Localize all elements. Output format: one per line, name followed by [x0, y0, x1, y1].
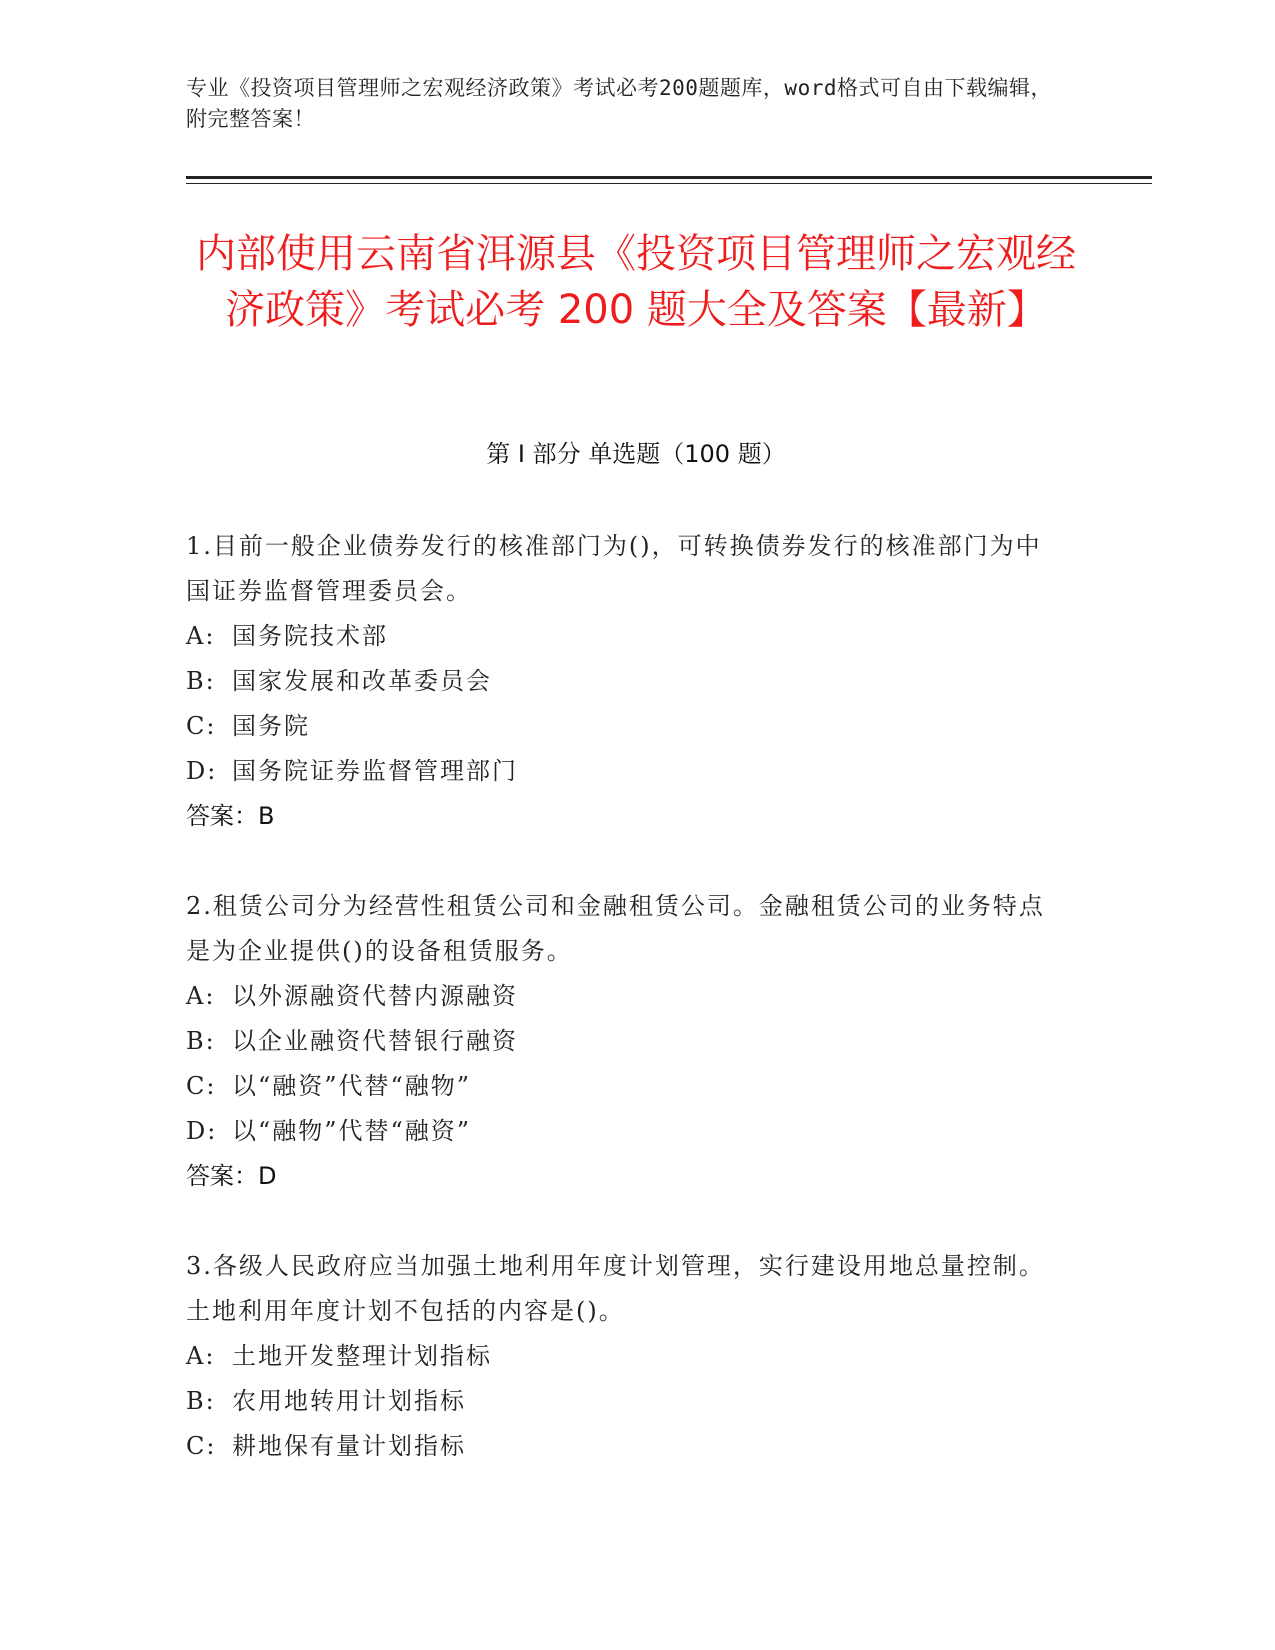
- answer-line: 答案：D: [186, 1162, 277, 1190]
- section-title: 第 I 部分 单选题（100 题）: [486, 440, 786, 468]
- header-note: 专业《投资项目管理师之宏观经济政策》考试必考200题题库，word格式可自由下载编辑，附完整答案！: [186, 76, 1052, 131]
- question-stem: 2.租赁公司分为经营性租赁公司和金融租赁公司。金融租赁公司的业务特点是为企业提供()的设备租赁服务。: [186, 892, 1045, 965]
- option-text: 农用地转用计划指标: [232, 1387, 466, 1415]
- option-text: 土地开发整理计划指标: [232, 1342, 492, 1370]
- option-key: D:: [186, 757, 218, 785]
- header-divider-thin: [186, 183, 1152, 184]
- option-c: [186, 1064, 1066, 1109]
- question-stem: 3.各级人民政府应当加强土地利用年度计划管理，实行建设用地总量控制。土地利用年度计划不包括的内容是()。: [186, 1252, 1045, 1325]
- option-b: [186, 1379, 1066, 1424]
- option-c: [186, 1424, 1066, 1469]
- option-key: A:: [186, 622, 216, 650]
- option-text: 以“融资”代替“融物”: [232, 1072, 472, 1100]
- option-text: 以外源融资代替内源融资: [232, 982, 518, 1010]
- option-key: B:: [186, 667, 216, 695]
- option-text: 国家发展和改革委员会: [232, 667, 492, 695]
- option-key: C:: [186, 1072, 217, 1100]
- option-text: 耕地保有量计划指标: [232, 1432, 466, 1460]
- option-a: [186, 974, 1066, 1019]
- option-d: [186, 1109, 1066, 1154]
- option-a: [186, 1334, 1066, 1379]
- option-key: B:: [186, 1027, 216, 1055]
- option-text: 以“融物”代替“融资”: [232, 1117, 472, 1145]
- option-d: [186, 749, 1066, 794]
- header-divider-thick: [186, 176, 1152, 179]
- option-key: A:: [186, 982, 216, 1010]
- question-item: [186, 884, 1066, 1199]
- option-a: [186, 614, 1066, 659]
- question-item: [186, 524, 1066, 839]
- option-key: C:: [186, 1432, 217, 1460]
- answer-line: 答案：B: [186, 802, 275, 830]
- question-item: [186, 1244, 1066, 1469]
- option-key: C:: [186, 712, 217, 740]
- option-b: [186, 1019, 1066, 1064]
- option-text: 国务院技术部: [232, 622, 388, 650]
- document-title: 内部使用云南省洱源县《投资项目管理师之宏观经济政策》考试必考 200 题大全及答案【最新】: [196, 231, 1076, 333]
- option-key: A:: [186, 1342, 216, 1370]
- question-stem: 1.目前一般企业债券发行的核准部门为()，可转换债券发行的核准部门为中国证券监督管理委员会。: [186, 532, 1042, 605]
- option-key: D:: [186, 1117, 218, 1145]
- option-text: 以企业融资代替银行融资: [232, 1027, 518, 1055]
- option-c: [186, 704, 1066, 749]
- option-key: B:: [186, 1387, 216, 1415]
- option-b: [186, 659, 1066, 704]
- option-text: 国务院: [232, 712, 310, 740]
- question-list: [186, 524, 1066, 1514]
- option-text: 国务院证券监督管理部门: [232, 757, 518, 785]
